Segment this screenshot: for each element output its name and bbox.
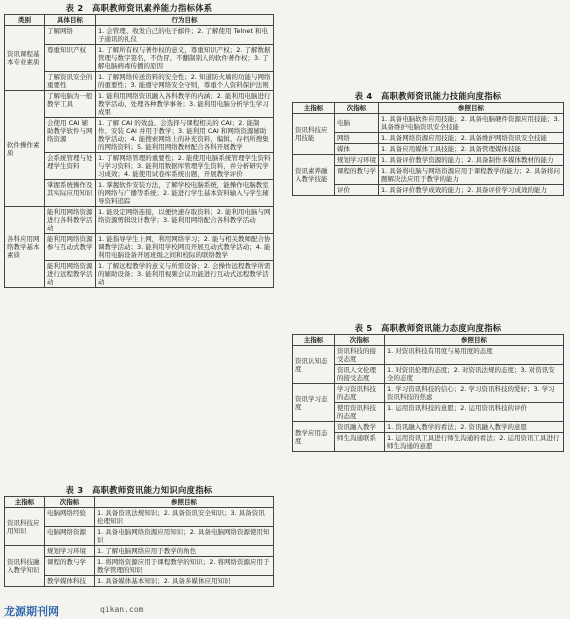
table5-ref: 1. 对资讯伦理的态度；2. 对资讯法规的态度；3. 对资讯安全的态度 <box>385 365 564 384</box>
table5-category: 教学应用态度 <box>293 422 335 452</box>
table4 <box>292 102 564 196</box>
table4-caption: 表 4 高职教师资讯能力技能向度指标 <box>354 91 502 101</box>
table-row <box>5 234 274 261</box>
table2-behavior: 1. 了解远程教学的意义与所需设备；2. 会操作远程教学所需的辅助设备；3. 能利用视频会议功能进行互动式远程教学活动 <box>96 261 274 288</box>
table5-category: 资讯认知态度 <box>293 346 335 384</box>
table-row <box>5 207 274 234</box>
table-row <box>5 261 274 288</box>
table-row <box>293 155 564 166</box>
table-row <box>5 91 274 118</box>
table2-category: 资讯课程基本专业素质 <box>5 26 45 91</box>
table4-ref: 1. 具备应用媒体工具技能；2. 具备管理媒体技能 <box>379 144 564 155</box>
table4-ref: 1. 具备将电脑与网络资源应用于课程教学的能力；2. 具备将问题解决法应用于教学的能力 <box>379 166 564 185</box>
table2-behavior: 1. 掌握软件安装方法，了解学校电脑系统，能操作电脑教室的网络与广播等系统；2. 能进行学生基本资料输入与学生辅导资料追踪 <box>96 180 274 207</box>
table3-category: 资讯科技融入教学知识 <box>5 546 45 587</box>
table4-header-main: 主指标 <box>293 103 335 114</box>
table-row <box>5 153 274 180</box>
table2-target: 了解电脑为一般教学工具 <box>45 91 96 118</box>
site-url: qikan.com <box>100 605 144 614</box>
table-row <box>293 384 564 403</box>
table3-category: 资讯科技应用知识 <box>5 508 45 546</box>
table3-header-ref: 参照目标 <box>95 497 274 508</box>
table-row <box>5 508 274 527</box>
table3-sub: 规划学习环境 <box>45 546 95 557</box>
table5-sub: 师生沟通联系 <box>335 433 385 452</box>
table-row <box>5 26 274 45</box>
table4-ref: 1. 具备评价教学成效的能力；2. 具备评价学习成效的能力 <box>379 185 564 196</box>
table2-behavior: 1. 能利用网络资讯融入各科教学的内涵；2. 能利用电脑进行教学活动、处理各种教学事务；3. 能利用电脑分析学生学习成果 <box>96 91 274 118</box>
table5-sub: 学习资讯科技的态度 <box>335 384 385 403</box>
table-row <box>5 180 274 207</box>
table3-ref: 1. 了解电脑网络应用于教学的角色 <box>95 546 274 557</box>
table2-target: 了解资讯安全的重要性 <box>45 72 96 91</box>
table4-sub: 课程的教与学 <box>335 166 379 185</box>
table4-ref: 1. 具备电脑软件应用技能；2. 具备电脑硬件资源应用技能；3. 具备维护电脑资讯安全技能 <box>379 114 564 133</box>
table2-header-category: 类别 <box>5 15 45 26</box>
table2-category: 软件操作素质 <box>5 91 45 207</box>
table-row <box>5 546 274 557</box>
watermark-footer <box>4 603 566 617</box>
table5-block <box>292 322 564 452</box>
table5-ref: 1. 运用资讯科技的意愿；2. 运用资讯科技的评价 <box>385 403 564 422</box>
table5-ref: 1. 对资讯科技有用度与易用度的态度 <box>385 346 564 365</box>
table4-sub: 评价 <box>335 185 379 196</box>
table-row <box>5 527 274 546</box>
table3 <box>4 496 274 587</box>
table5-header-sub: 次指标 <box>335 335 385 346</box>
table3-sub: 电脑网络资源 <box>45 527 95 546</box>
table-row <box>293 346 564 365</box>
table-row <box>293 114 564 133</box>
table2-header-target: 具体目标 <box>45 15 96 26</box>
table5-header-main: 主指标 <box>293 335 335 346</box>
table4-sub: 媒体 <box>335 144 379 155</box>
table3-caption: 表 3 高职教师资讯能力知识向度指标 <box>65 485 213 495</box>
table5-sub: 资讯融入教学 <box>335 422 385 433</box>
table-row <box>5 45 274 72</box>
table2-target: 尊重知识产权 <box>45 45 96 72</box>
table5-sub: 资讯科技的接受态度 <box>335 346 385 365</box>
table3-sub: 电脑网络经验 <box>45 508 95 527</box>
table4-header-ref: 参照目标 <box>379 103 564 114</box>
table3-block <box>4 484 274 587</box>
table3-header-sub: 次指标 <box>45 497 95 508</box>
table2-behavior: 1. 了解网络管理的重要性；2. 能使用电脑系统管理学生资料与学习资料；3. 能利用数据库管理学生资料，并分析研究学习成效；4. 能使用试卷库系统出题，开展教学评价 <box>96 153 274 180</box>
table-row <box>5 72 274 91</box>
table2-target: 会系统管理与处理学生资料 <box>45 153 96 180</box>
table3-ref: 1. 具备电脑网络资源应用知识；2. 具备电脑网络资源使用知识 <box>95 527 274 546</box>
table2-header-behavior: 行为目标 <box>96 15 274 26</box>
table3-sub: 教学媒体科技 <box>45 576 95 587</box>
site-logo: 龙源期刊网 <box>4 605 59 618</box>
table5-sub: 资讯人文伦理的接受态度 <box>335 365 385 384</box>
table-row <box>5 576 274 587</box>
table4-category: 资讯科技应用技能 <box>293 114 335 155</box>
table4-header-sub: 次指标 <box>335 103 379 114</box>
table2-behavior: 1. 能设定网络连接，以便快速存取资料；2. 能利用电脑与网络资源剪辑设计教学；3. 能利用网络配合各科教学活动 <box>96 207 274 234</box>
table2-caption: 表 2 高职教师资讯素养能力指标体系 <box>65 3 213 13</box>
table5-sub: 使用资讯科技的态度 <box>335 403 385 422</box>
table5 <box>292 334 564 452</box>
table2-behavior: 1. 会管理、收发自己的电子邮件；2. 了解使用 Telnet 和电子通讯的礼仪 <box>96 26 274 45</box>
table5-ref: 1. 学习资讯科技的信心；2. 学习资讯科技的爱好；3. 学习资讯科技的焦虑 <box>385 384 564 403</box>
table5-category: 资讯学习态度 <box>293 384 335 422</box>
table5-header-ref: 参照目标 <box>385 335 564 346</box>
table5-ref: 1. 资讯融入教学的看法；2. 资讯融入教学的意愿 <box>385 422 564 433</box>
table3-sub: 课程的教与学 <box>45 557 95 576</box>
table2-behavior: 1. 了解 CAI 的效益、会选择与课程相关的 CAI；2. 能制作、安装 CAI 并用于教学；3. 能利用 CAI 和网络资源辅助教学活动；4. 能搜索网络上的补充资料，编辑、存档所搜集的网络资料；5. 能利用网络教材配合各科开展教学 <box>96 118 274 153</box>
table2-target: 了解网络 <box>45 26 96 45</box>
table2-behavior: 1. 了解网络传送资料的安全性；2. 知道防火墙的功能与网络的重要性；3. 能遵守网络安全守则，尊重个人资料保护法则 <box>96 72 274 91</box>
table2 <box>4 14 274 288</box>
table2-behavior: 1. 能指导学生上网，利用网络学习；2. 能与相关教师配合协调教学活动；3. 能利用学校网页开展互动式教学活动；4. 能利用电脑设备开展班级之间和校际的联络教学 <box>96 234 274 261</box>
table4-sub: 规划学习环境 <box>335 155 379 166</box>
table4-ref: 1. 具备网络资源应用技能；2. 具备维护网络资讯安全技能 <box>379 133 564 144</box>
table2-target: 能利用网络资源参与互动式教学 <box>45 234 96 261</box>
table2-target: 掌握系统操作及其实际应用知识 <box>45 180 96 207</box>
table2-target: 能利用网络资源进行各科教学活动 <box>45 207 96 234</box>
table3-ref: 1. 具备媒体基本知识；2. 具备多媒体应用知识 <box>95 576 274 587</box>
table-row <box>5 557 274 576</box>
table2-target: 会使用 CAI 辅助教学软件与网络资源 <box>45 118 96 153</box>
table4-block <box>292 90 564 196</box>
table4-ref: 1. 具备评价教学资源的能力；2. 具备制作多媒体教材的能力 <box>379 155 564 166</box>
table3-ref: 1. 将网络资源应用于课程教学的知识；2. 将网络资源应用于教学管理的知识 <box>95 557 274 576</box>
table4-sub: 网络 <box>335 133 379 144</box>
table-row <box>5 118 274 153</box>
table3-ref: 1. 具备资讯法规知识；2. 具备资讯安全知识；3. 具备资讯伦理知识 <box>95 508 274 527</box>
table5-caption: 表 5 高职教师资讯能力态度向度指标 <box>354 323 502 333</box>
table3-header-main: 主指标 <box>5 497 45 508</box>
table2-category: 各科应用网络教学基本素质 <box>5 207 45 288</box>
table2-behavior: 1. 了解所有权与著作权的意义，尊重知识产权；2. 了解数据管理与数字签名，不伪冒、不翻制别人的软件著作权；3. 了解电脑病毒传播的原因 <box>96 45 274 72</box>
table4-category: 资讯素养融入教学技能 <box>293 155 335 196</box>
table5-ref: 1. 运用资讯工具进行师生沟通的看法；2. 运用资讯工具进行师生沟通的意愿 <box>385 433 564 452</box>
table2-target: 能利用网络资源进行远程教学活动 <box>45 261 96 288</box>
table4-sub: 电脑 <box>335 114 379 133</box>
table2-block <box>4 2 274 288</box>
table-row <box>293 422 564 433</box>
